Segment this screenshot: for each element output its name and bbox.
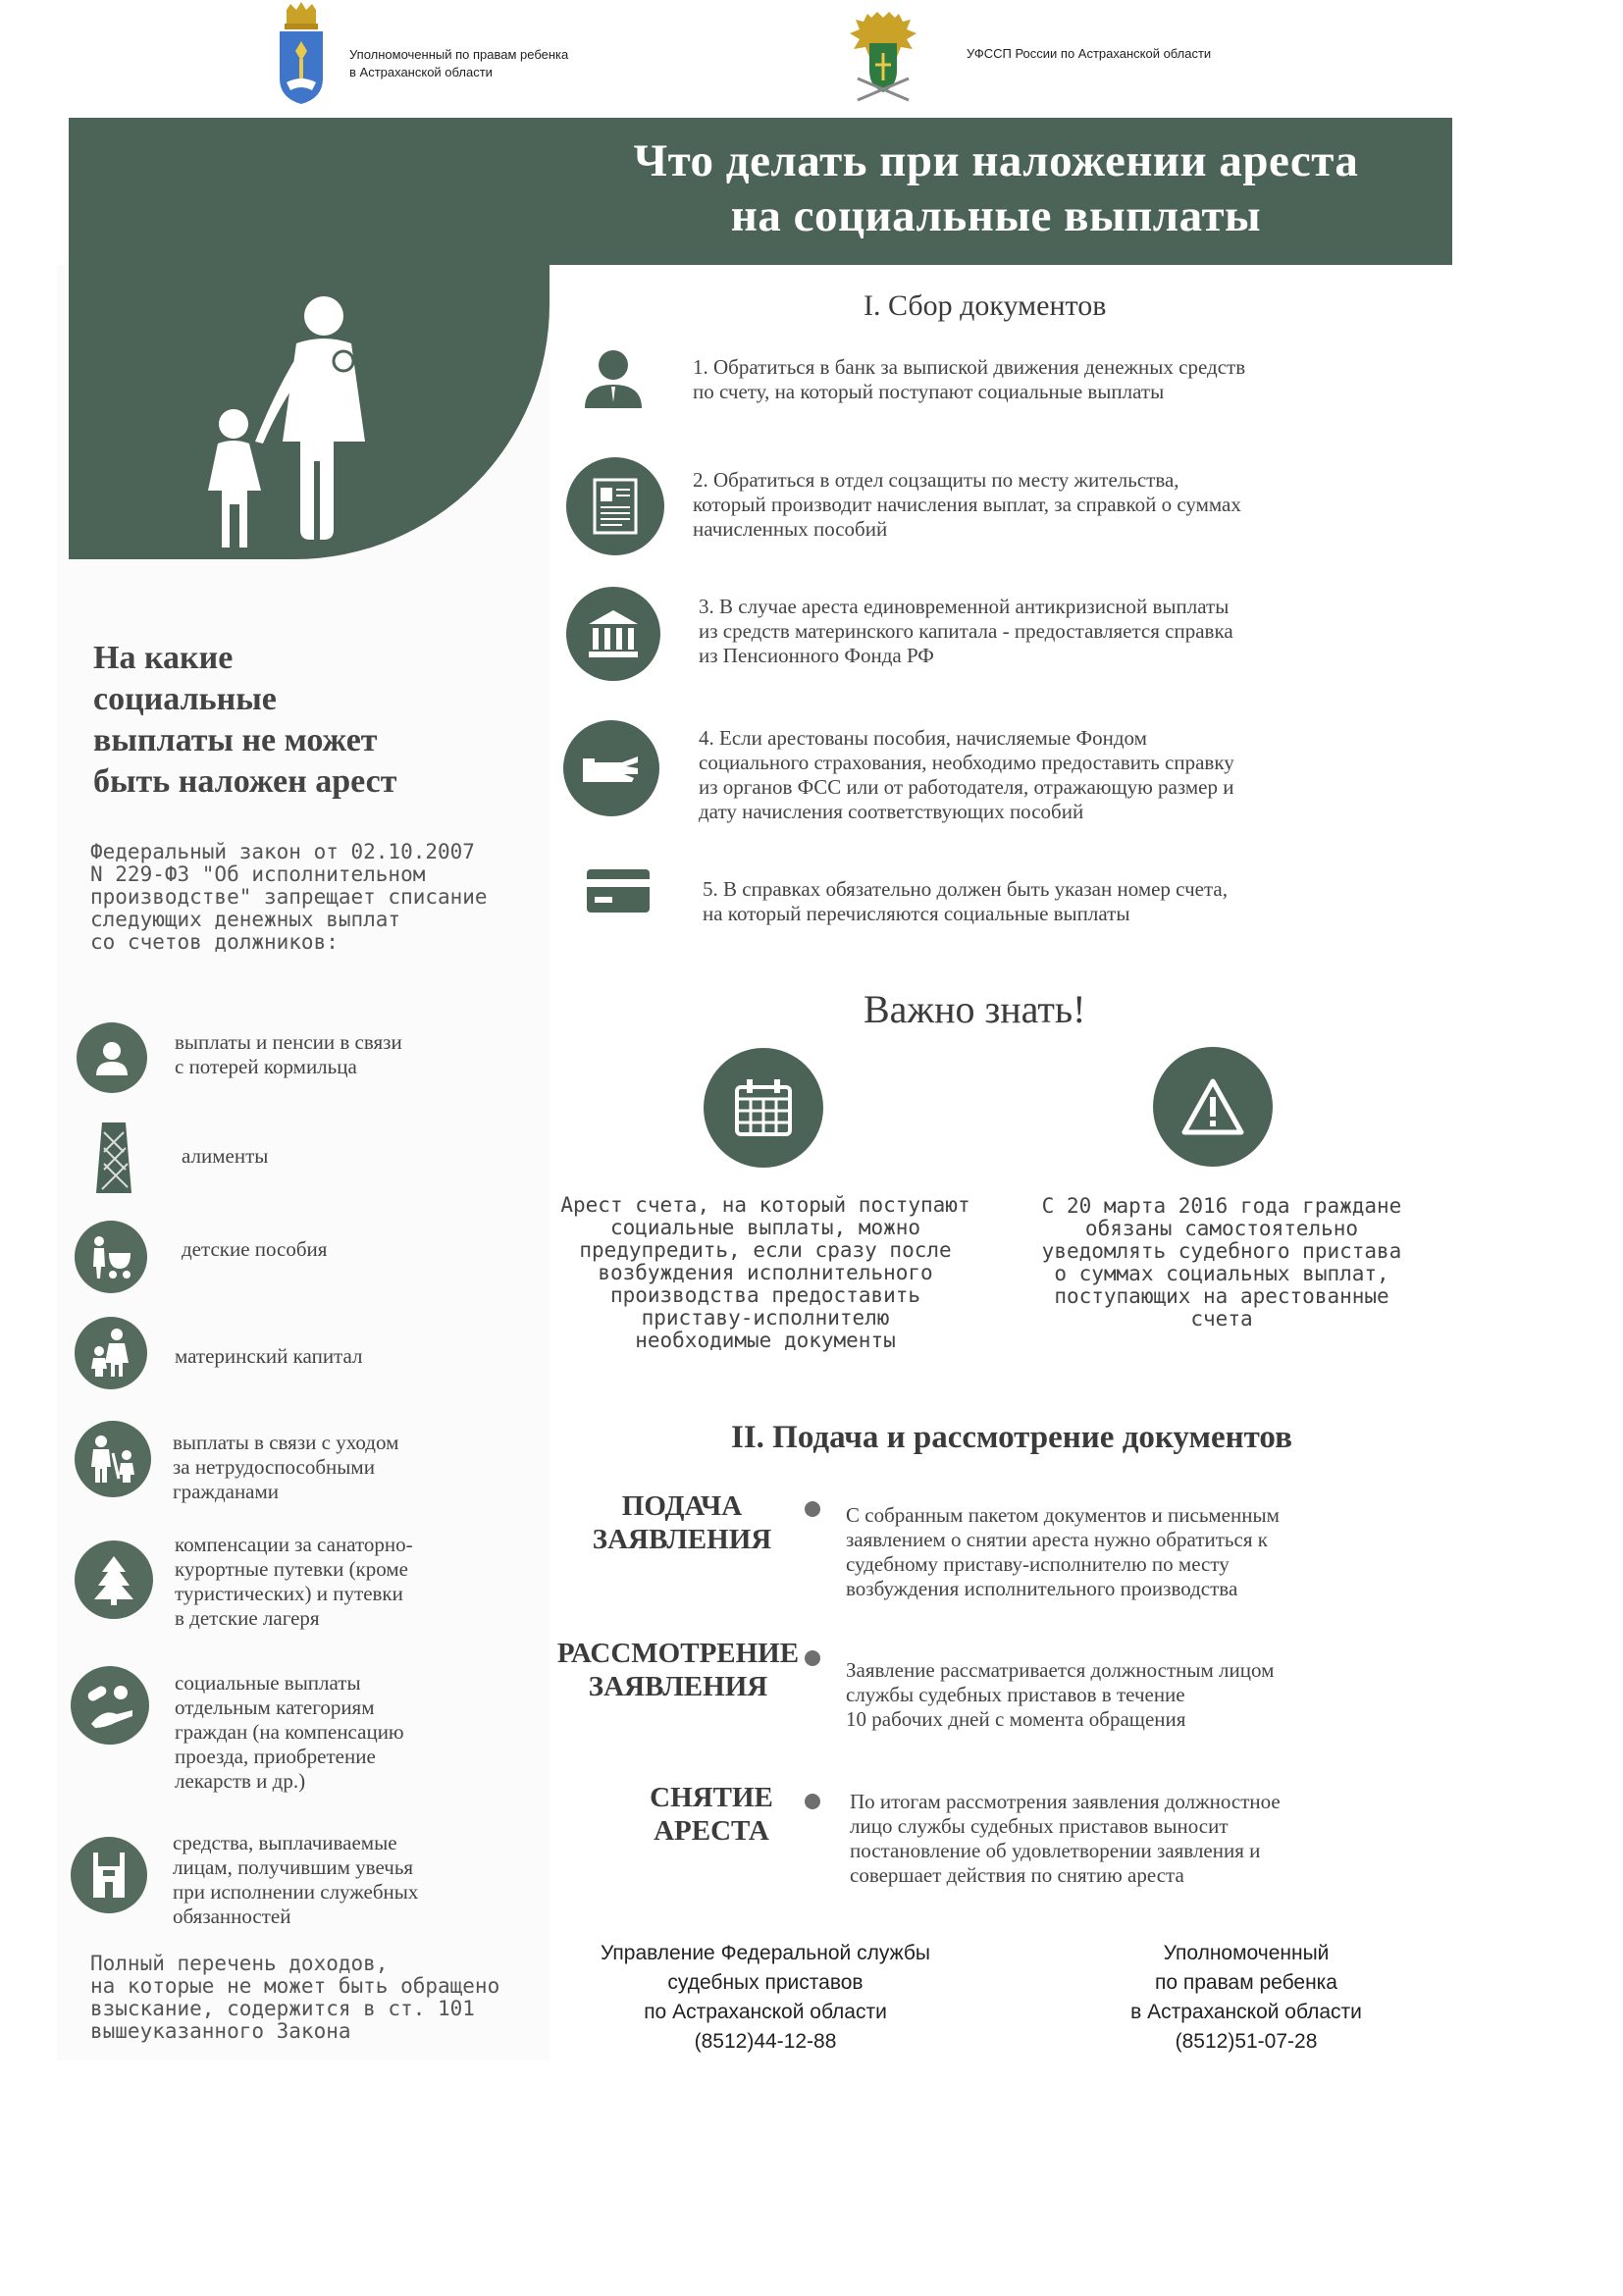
- stage-3-text: По итогам рассмотрения заявления должностное лицо службы судебных приставов выносит постановление об удовлетворении заявления и совершает действия по снятию ареста: [850, 1790, 1281, 1887]
- section1-title: I. Сбор документов: [864, 289, 1107, 322]
- left-item-6: компенсации за санаторно- курортные путевки (кроме туристических) и путевки в детские лагеря: [175, 1533, 413, 1630]
- family-care-icon: [75, 1421, 151, 1497]
- step-2-text: 2. Обратиться в отдел соцзащиты по месту жительства, который производит начисления выплат, за справкой о суммах начисленных пособий: [693, 468, 1241, 541]
- left-item-8: средства, выплачиваемые лицам, получившим увечья при исполнении служебных обязанностей: [173, 1831, 419, 1928]
- important-text-1: Арест счета, на который поступают социальные выплаты, можно предупредить, если сразу после возбуждения исполнительного производства предоставить приставу-исполнителю необходимые документы: [560, 1193, 970, 1352]
- left-item-1: выплаты и пенсии в связи с потерей кормильца: [175, 1030, 402, 1078]
- left-item-2: алименты: [182, 1144, 269, 1168]
- header-right-org: УФССП России по Астраханской области: [967, 46, 1212, 61]
- left-item-3: детские пособия: [182, 1237, 328, 1261]
- stage-2-dot: [805, 1650, 820, 1666]
- left-heading: На какие социальные выплаты не может быть наложен арест: [93, 640, 397, 800]
- hand-icon: [563, 720, 659, 816]
- stage-2-text: Заявление рассматривается должностным лицом службы судебных приставов в течение 10 рабочих дней с момента обращения: [846, 1658, 1275, 1731]
- card-icon: [583, 863, 654, 918]
- tree-icon: [75, 1540, 153, 1619]
- alimony-icon: [79, 1119, 149, 1197]
- mother-child-illustration: [186, 294, 442, 559]
- person-icon: [77, 1022, 147, 1093]
- stage-1-dot: [805, 1501, 820, 1517]
- left-item-4: материнский капитал: [175, 1344, 363, 1368]
- left-footer: Полный перечень доходов, на которые не может быть обращено взыскание, содержится в ст. 101 вышеуказанного Закона: [90, 1952, 500, 2043]
- page-title: Что делать при наложении ареста на социальные выплаты: [633, 135, 1359, 241]
- section2-title: II. Подача и рассмотрение документов: [731, 1420, 1292, 1455]
- contact-fssp: Управление Федеральной службы судебных приставов по Астраханской области (8512)44-12-88: [601, 1942, 930, 2053]
- left-intro: Федеральный закон от 02.10.2007 N 229-ФЗ "Об исполнительном производстве" запрещает списание следующих денежных выплат со счетов должников:: [90, 840, 488, 954]
- important-text-2: С 20 марта 2016 года граждане обязаны самостоятельно уведомлять судебного пристава о суммах социальных выплат, поступающих на арестованные счета: [1041, 1194, 1402, 1331]
- important-title: Важно знать!: [864, 987, 1086, 1031]
- document-icon: [566, 457, 664, 555]
- stroller-icon: [75, 1221, 147, 1293]
- stage-3-dot: [805, 1794, 820, 1809]
- left-item-5: выплаты в связи с уходом за нетрудоспособными гражданами: [173, 1431, 399, 1503]
- stage-1-text: С собранным пакетом документов и письменным заявлением о снятии ареста нужно обратиться к судебному приставу-исполнителю по месту возбуждения исполнительного производства: [846, 1503, 1280, 1600]
- bank-building-icon: [566, 587, 660, 681]
- header-left-org: Уполномоченный по правам ребенка в Астраханской области: [349, 47, 569, 79]
- stage-2-title: РАССМОТРЕНИЕ ЗАЯВЛЕНИЯ: [556, 1638, 800, 1702]
- overalls-icon: [71, 1837, 147, 1913]
- pills-icon: [71, 1666, 149, 1745]
- contact-ombudsman: Уполномоченный по правам ребенка в Астраханской области (8512)51-07-28: [1130, 1942, 1362, 2053]
- mother-child-icon: [75, 1317, 147, 1389]
- user-icon: [579, 343, 648, 412]
- calendar-icon: [704, 1048, 823, 1168]
- step-4-text: 4. Если арестованы пособия, начисляемые Фондом социального страхования, необходимо предоставить справку из органов ФСС или от работодателя, отражающую размер и дату начисления соответствующих пособий: [699, 726, 1234, 823]
- fssp-emblem-icon: [844, 10, 922, 104]
- step-1-text: 1. Обратиться в банк за выпиской движения денежных средств по счету, на который поступают социальные выплаты: [693, 355, 1246, 403]
- warning-icon: [1153, 1047, 1273, 1167]
- astrakhan-coat-of-arms-icon: [277, 2, 326, 106]
- left-item-7: социальные выплаты отдельным категориям граждан (на компенсацию проезда, приобретение лекарств и др.): [175, 1671, 404, 1793]
- stage-3-title: СНЯТИЕ АРЕСТА: [650, 1782, 773, 1847]
- stage-1-title: ПОДАЧА ЗАЯВЛЕНИЯ: [592, 1490, 772, 1555]
- step-3-text: 3. В случае ареста единовременной антикризисной выплаты из средств материнского капитала - предоставляется справка из Пенсионного Фонда РФ: [699, 595, 1233, 667]
- step-5-text: 5. В справках обязательно должен быть указан номер счета, на который перечисляются социальные выплаты: [703, 877, 1228, 925]
